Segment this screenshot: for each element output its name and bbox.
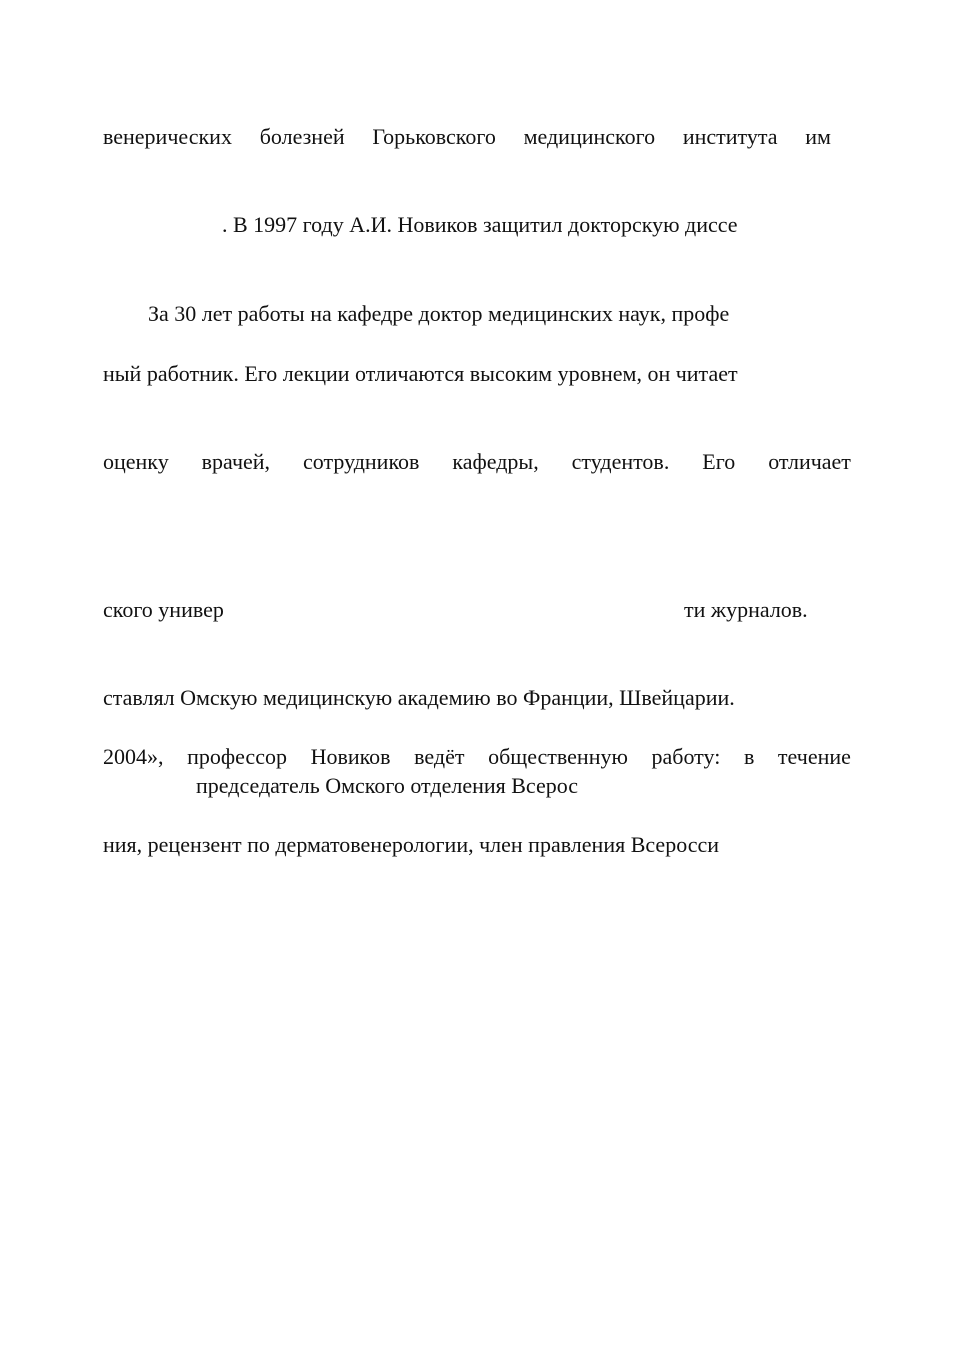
word: института: [682, 124, 778, 149]
word: общественную: [488, 744, 628, 769]
word: в: [743, 744, 755, 769]
text-line-6-right: ти журналов.: [684, 597, 808, 622]
word: сотрудников: [303, 449, 420, 474]
text-line-3: За 30 лет работы на кафедре доктор медицинских наук, профе: [148, 301, 730, 326]
word: работу:: [651, 744, 721, 769]
word: Новиков: [310, 744, 391, 769]
word: студентов.: [571, 449, 670, 474]
word: кафедры,: [452, 449, 539, 474]
text-line-4: ный работник. Его лекции отличаются высоким уровнем, он читает: [103, 361, 738, 386]
word: отличает: [768, 449, 851, 474]
word: 2004»,: [103, 744, 164, 769]
word: Его: [702, 449, 736, 474]
word: профессор: [187, 744, 287, 769]
text-line-1: [103, 124, 831, 150]
text-line-5: [103, 449, 851, 475]
word: венерических: [103, 124, 232, 149]
text-line-8: [103, 744, 851, 770]
word: оценку: [103, 449, 169, 474]
word: им: [805, 124, 831, 149]
word: врачей,: [201, 449, 271, 474]
word: ведёт: [414, 744, 465, 769]
word: Горьковского: [372, 124, 496, 149]
word: болезней: [259, 124, 345, 149]
text-line-2: . В 1997 году А.И. Новиков защитил докторскую диссе: [222, 212, 738, 237]
word: медицинского: [523, 124, 656, 149]
word: течение: [777, 744, 851, 769]
text-line-10: ния, рецензент по дерматовенерологии, член правления Всеросси: [103, 832, 720, 857]
text-line-6-left: ского универ: [103, 597, 224, 622]
text-line-9: председатель Омского отделения Всерос: [196, 773, 579, 798]
text-line-7: ставлял Омскую медицинскую академию во Франции, Швейцарии.: [103, 685, 735, 710]
